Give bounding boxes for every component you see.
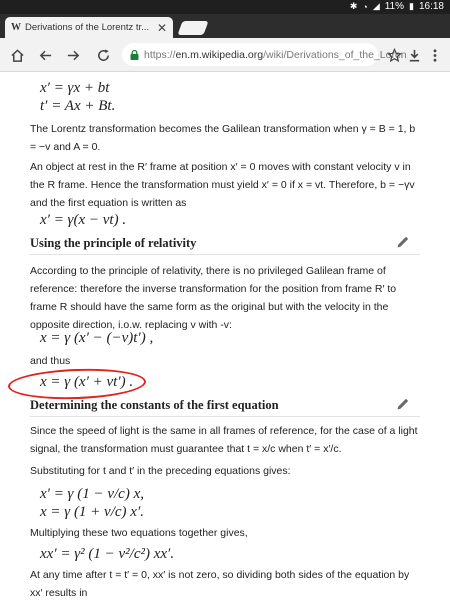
tab-title: Derivations of the Lorentz tr... [25,22,150,33]
paragraph-any-time: At any time after t = t′ = 0, xx′ is not zero, so dividing both sides of the equation by xx′ results in [30,569,410,599]
url-prefix: https:// [144,48,176,61]
equation-substituted-2: x = γ (1 + v/c) x′. [40,504,144,520]
edit-pencil-icon[interactable] [395,234,411,250]
battery-icon: ▮ [409,1,414,11]
signal-icon: ◢ [372,1,380,11]
equation-inverse-simplified: x = γ (x′ + vt′) . [40,374,134,390]
bookmark-star-icon[interactable] [385,46,403,64]
reload-icon[interactable] [94,46,112,64]
equation-tprime: t′ = Ax + Bt. [40,98,116,114]
new-tab-button[interactable] [177,21,208,35]
equation-product: xx′ = γ² (1 − v²/c²) xx′. [40,546,175,562]
paragraph-object-at-rest: An object at rest in the R′ frame at position x′ = 0 moves with constant velocity v in the R frame. Hence the transformation must yield x′ = 0 if x = vt. Therefore, b = −γv and the first equation is written as [30,161,415,209]
url-host: en.m.wikipedia.org [175,48,264,61]
address-bar[interactable] [122,43,407,66]
wikipedia-favicon-icon: W [11,22,21,33]
close-tab-icon[interactable]: ✕ [156,20,167,35]
browser-tab[interactable] [5,17,173,38]
battery-level: 11% [384,1,405,12]
home-icon[interactable] [8,46,26,64]
paragraph-multiplying: Multiplying these two equations together gives, [30,527,248,539]
equation-xprime: x′ = γx + bt [40,80,110,96]
section-divider [30,254,420,255]
url-path: /wiki/Derivations_of_the_Loren [263,48,407,61]
edit-pencil-icon[interactable] [395,396,411,412]
back-arrow-icon[interactable] [36,46,54,64]
red-annotation-circle [8,367,147,402]
download-icon[interactable] [405,46,423,64]
clock: 16:18 [418,1,444,12]
section-divider [30,416,420,417]
tab-strip [0,14,450,38]
paragraph-galilean: The Lorentz transformation becomes the Galilean transformation when γ = B = 1, b = −v and A = 0. [30,123,416,153]
paragraph-speed-of-light: Since the speed of light is the same in all frames of reference, for the case of a light signal, the transformation must guarantee that t = x/c when t′ = x′/c. [30,425,418,455]
url-text [144,49,407,61]
paragraph-substituting: Substituting for t and t′ in the preceding equations gives: [30,465,291,477]
section-heading-constants: Determining the constants of the first equation [30,398,279,412]
browser-toolbar [0,38,450,72]
forward-arrow-icon[interactable] [64,46,82,64]
status-icons [350,1,444,12]
lock-icon [130,50,139,59]
text-and-thus: and thus [30,355,71,367]
status-bar [0,0,450,14]
section-heading-relativity: Using the principle of relativity [30,236,197,250]
equation-first: x′ = γ(x − vt) . [40,212,127,228]
bluetooth-icon: ✱ [349,1,358,11]
equation-inverse: x = γ (x′ − (−v)t′) , [40,330,154,346]
more-menu-icon[interactable] [426,46,444,64]
paragraph-principle: According to the principle of relativity, there is no privileged Galilean frame of reference: therefore the inverse transformation for the position from frame R′ to frame R should have the same form as the original but with the velocity in the opposite direction, i.o.w. replacing v with -v: [30,265,397,331]
equation-substituted-1: x′ = γ (1 − v/c) x, [40,486,144,502]
wifi-icon: ◔ [362,1,368,12]
